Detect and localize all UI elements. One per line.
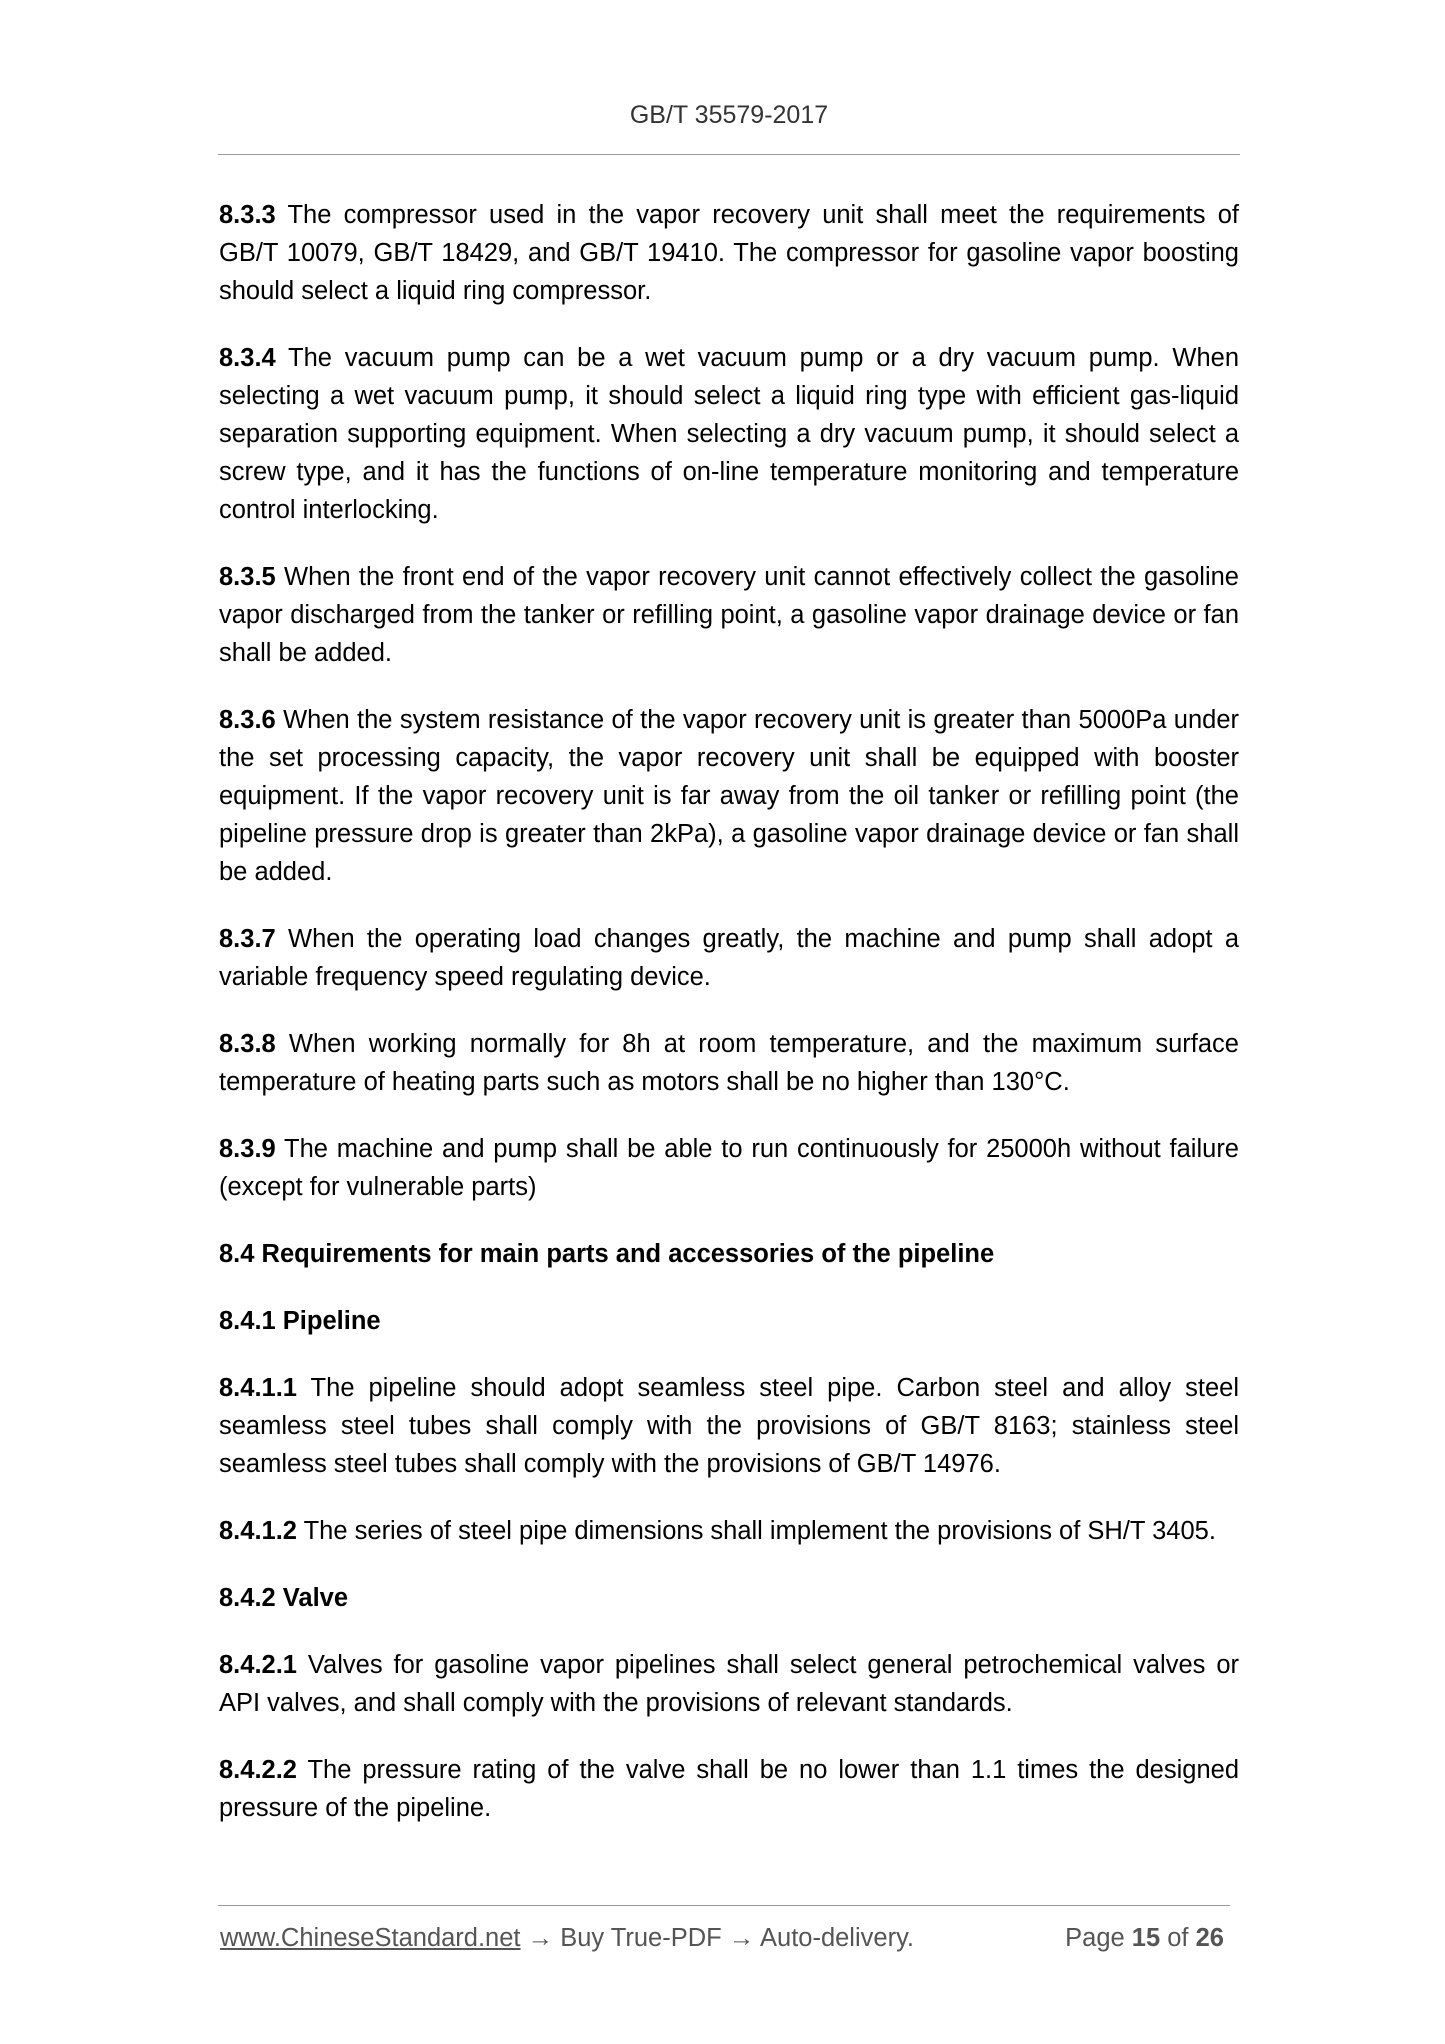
clause-text: The pipeline should adopt seamless steel pipe. Carbon steel and alloy steel seamless steel tubes shall comply with the provisions of GB/T 8163; stainless steel seamless steel tubes shall comply with the provisions of GB/T 14976.: [219, 1374, 1239, 1478]
clause-number: 8.4.1.2: [219, 1517, 297, 1545]
clause-text: Valves for gasoline vapor pipelines shall select general petrochemical valves or API valves, and shall comply with the provisions of relevant standards.: [219, 1651, 1239, 1717]
clause-8-4-1-1: [219, 1369, 1239, 1483]
of-label: of: [1167, 1924, 1189, 1952]
clause-8-3-8: [219, 1025, 1239, 1101]
clause-8-3-7: [219, 920, 1239, 996]
clause-number: 8.3.6: [219, 706, 276, 734]
clause-text: The vacuum pump can be a wet vacuum pump or a dry vacuum pump. When selecting a wet vacuum pump, it should select a liquid ring type with efficient gas-liquid separation supporting equipment. When selecting a dry vacuum pump, it should select a screw type, and it has the functions of on-line temperature monitoring and temperature control interlocking.: [219, 344, 1239, 524]
clause-number: 8.3.4: [219, 344, 276, 372]
section-heading-8-4-2: 8.4.2 Valve: [219, 1584, 349, 1612]
site-link[interactable]: www.ChineseStandard.net: [220, 1924, 521, 1952]
clause-8-3-3: [219, 196, 1239, 310]
clause-number: 8.4.2.2: [219, 1756, 297, 1784]
clause-8-3-5: [219, 558, 1239, 672]
footer-divider: [218, 1905, 1230, 1906]
section-heading-8-4: 8.4 Requirements for main parts and accessories of the pipeline: [219, 1240, 995, 1268]
buy-text: Buy True-PDF: [560, 1924, 722, 1952]
clause-number: 8.3.3: [219, 201, 276, 229]
clause-text: When the operating load changes greatly, the machine and pump shall adopt a variable frequency speed regulating device.: [219, 925, 1239, 991]
clause-number: 8.4.2.1: [219, 1651, 297, 1679]
document-header: GB/T 35579-2017: [629, 101, 829, 129]
clause-number: 8.4.1.1: [219, 1374, 297, 1402]
clause-number: 8.3.8: [219, 1030, 276, 1058]
section-heading-8-4-1: 8.4.1 Pipeline: [219, 1307, 381, 1335]
clause-text: The machine and pump shall be able to run continuously for 25000h without failure (except for vulnerable parts): [219, 1135, 1239, 1201]
clause-text: When the system resistance of the vapor recovery unit is greater than 5000Pa under the set processing capacity, the vapor recovery unit shall be equipped with booster equipment. If the vapor recovery unit is far away from the oil tanker or refilling point (the pipeline pressure drop is greater than 2kPa), a gasoline vapor drainage device or fan shall be added.: [219, 706, 1239, 886]
clause-8-4-2-1: [219, 1646, 1239, 1722]
clause-number: 8.3.9: [219, 1135, 276, 1163]
clause-text: The series of steel pipe dimensions shall implement the provisions of SH/T 3405.: [296, 1517, 1216, 1545]
clause-8-3-9: [219, 1130, 1239, 1206]
clause-8-3-6: [219, 701, 1239, 891]
page-indicator: [1065, 1924, 1224, 1953]
clause-8-4-2-2: [219, 1751, 1239, 1827]
page-footer: [220, 1924, 1230, 1953]
clause-8-3-4: [219, 339, 1239, 529]
clause-text: When the front end of the vapor recovery unit cannot effectively collect the gasoline vapor discharged from the tanker or refilling point, a gasoline vapor drainage device or fan shall be added.: [219, 563, 1239, 667]
clause-text: When working normally for 8h at room temperature, and the maximum surface temperature of heating parts such as motors shall be no higher than 130°C.: [219, 1030, 1239, 1096]
clause-8-4-1-2: [219, 1512, 1239, 1550]
page-label: Page: [1065, 1924, 1125, 1952]
header-divider: [218, 154, 1240, 155]
page-total: 26: [1195, 1924, 1224, 1952]
document-body: [219, 196, 1239, 1856]
clause-text: The pressure rating of the valve shall be no lower than 1.1 times the designed pressure of the pipeline.: [219, 1756, 1239, 1822]
arrow-right-icon: →: [721, 1924, 760, 1952]
page-number: 15: [1131, 1924, 1161, 1952]
clause-number: 8.3.5: [219, 563, 276, 591]
clause-number: 8.3.7: [219, 925, 276, 953]
delivery-text: Auto-delivery.: [760, 1924, 915, 1952]
arrow-right-icon: →: [520, 1924, 561, 1952]
clause-text: The compressor used in the vapor recovery unit shall meet the requirements of GB/T 10079, GB/T 18429, and GB/T 19410. The compressor for gasoline vapor boosting should select a liquid ring compressor.: [219, 201, 1239, 305]
